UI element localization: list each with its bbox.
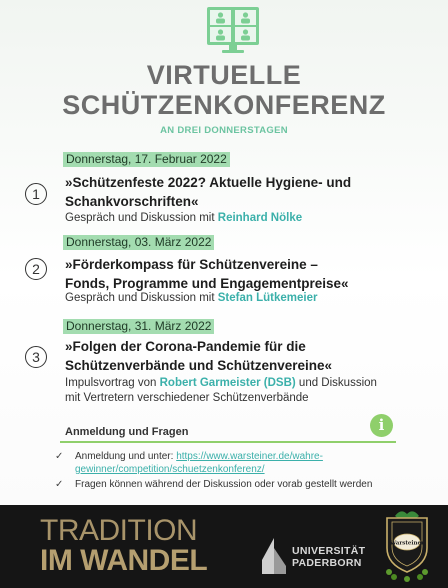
event-title [65, 337, 425, 375]
check-icon: ✓ [55, 479, 64, 490]
university-name [292, 545, 365, 569]
divider [60, 441, 396, 443]
speaker-name: Reinhard Nölke [217, 212, 303, 224]
registration-text: Anmeldung und unter: [75, 451, 177, 462]
event-title-line-2: Schankvorschriften« [65, 194, 199, 209]
event-desc-text: Impulsvortrag von [65, 377, 160, 389]
university-line-1: UNIVERSITÄT [292, 545, 366, 557]
title-line-2: SCHÜTZENKONFERENZ [62, 90, 386, 120]
check-icon: ✓ [55, 451, 64, 462]
event-description [65, 291, 425, 306]
registration-link-continued[interactable]: gewinner/competition/schuetzenkonferenz/ [75, 464, 265, 475]
event-date: Donnerstag, 17. Februar 2022 [63, 152, 230, 167]
event-title-line-1: »Förderkompass für Schützenvereine – [65, 257, 318, 272]
info-icon: i [370, 414, 393, 437]
subtitle: AN DREI DONNERSTAGEN [160, 125, 288, 136]
registration-link[interactable]: https://www.warsteiner.de/wahre- [176, 451, 323, 462]
event-description [65, 376, 425, 406]
university-logo-icon [262, 538, 286, 574]
event-desc-text-suffix: und Diskussion [295, 377, 377, 389]
questions-text: Fragen können während der Diskussion oder vorab gestellt werden [75, 479, 373, 490]
event-date: Donnerstag, 31. März 2022 [63, 319, 214, 334]
speaker-name: Robert Garmeister (DSB) [159, 377, 296, 389]
event-date: Donnerstag, 03. März 2022 [63, 235, 214, 250]
warsteiner-crest-icon [381, 506, 433, 586]
event-title-line-2: Fonds, Programme und Engagementpreise« [65, 276, 349, 291]
event-desc-text: Gespräch und Diskussion mit [65, 212, 218, 224]
event-title-line-1: »Folgen der Corona-Pandemie für die [65, 339, 306, 354]
registration-heading: Anmeldung und Fragen [65, 426, 189, 438]
registration-item-link [55, 450, 395, 476]
event-description [65, 211, 425, 226]
event-title [65, 173, 425, 211]
event-title [65, 255, 425, 293]
speaker-name: Stefan Lütkemeier [217, 292, 318, 304]
number-badge: 2 [25, 258, 47, 280]
event-title-line-2: Schützenverbände und Schützenvereine« [65, 358, 333, 373]
registration-item-questions [55, 478, 395, 491]
event-title-line-1: »Schützenfeste 2022? Aktuelle Hygiene- und [65, 175, 352, 190]
number-badge: 1 [25, 183, 47, 205]
number-badge: 3 [25, 346, 47, 368]
crest-label: Warsteiner [390, 540, 424, 547]
event-desc-text: Gespräch und Diskussion mit [65, 292, 218, 304]
video-conference-icon [205, 6, 261, 54]
tradition-line-2: IM WANDEL [40, 544, 208, 577]
event-desc-line-2: mit Vertretern verschiedener Schützenverbände [65, 392, 309, 404]
university-line-2: PADERBORN [292, 557, 362, 569]
tradition-line-1: TRADITION [40, 514, 198, 547]
title-line-1: VIRTUELLE [146, 60, 302, 90]
